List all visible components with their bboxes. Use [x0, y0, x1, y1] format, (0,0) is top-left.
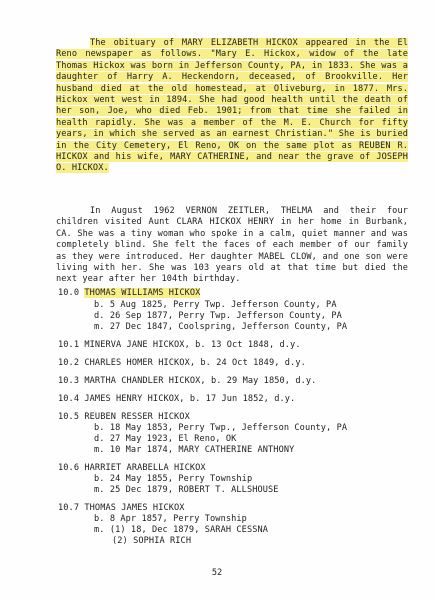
entry-10-2: 10.2 CHARLES HOMER HICKOX, b. 24 Oct 1849, d.y.: [58, 358, 306, 368]
entry-10-6-born: b. 24 May 1855, Perry Township: [94, 474, 253, 484]
entry-10-3: 10.3 MARTHA CHANDLER HICKOX, b. 29 May 1850, d.y.: [58, 376, 317, 386]
entry-10-5-married: m. 10 Mar 1874, MARY CATHERINE ANTHONY: [94, 445, 295, 455]
entry-10-7-heading: 10.7 THOMAS JAMES HICKOX: [58, 503, 185, 513]
entry-10-0-born: b. 5 Aug 1825, Perry Twp. Jefferson County, PA: [94, 300, 337, 310]
entry-10-4: 10.4 JAMES HENRY HICKOX, b. 17 Jun 1852, d.y.: [58, 394, 296, 404]
visit-text: In August 1962 VERNON ZEITLER, THELMA and their four children visited Aunt CLARA HICKOX HENRY in her home in Burbank, CA. She was a tiny woman who spoke in a calm, quiet manner and was completely blind. She felt the faces of each member of our family as they were introduced. Her daughter MABEL CLOW, and one son were living with her. She was 103 years old at that time but died the next year after her 104th birthday.: [56, 206, 408, 285]
entry-10-0-married: m. 27 Dec 1847, Coolspring, Jefferson County, PA: [94, 322, 348, 332]
entry-10-1: 10.1 MINERVA JANE HICKOX, b. 13 Oct 1848, d.y.: [58, 340, 301, 350]
entry-10-7-born: b. 8 Apr 1857, Perry Township: [94, 514, 247, 524]
entry-10-6-heading: 10.6 HARRIET ARABELLA HICKOX: [58, 463, 206, 473]
entry-10-5-died: d. 27 May 1923, El Reno, OK: [94, 434, 237, 444]
entry-heading-10-0: [58, 288, 200, 299]
entry-name-highlighted: THOMAS WILLIAMS HICKOX: [84, 288, 201, 298]
entry-10-5-heading: 10.5 REUBEN RESSER HICKOX: [58, 412, 190, 422]
entry-10-7-married-1: m. (1) 18, Dec 1879, SARAH CESSNA: [94, 525, 269, 535]
entry-10-7-married-2: (2) SOPHIA RICH: [112, 536, 192, 546]
entry-10-6-married: m. 25 Dec 1879, ROBERT T. ALLSHOUSE: [94, 485, 279, 495]
entry-number: 10.0: [58, 288, 80, 298]
entry-10-0-died: d. 26 Sep 1877, Perry Twp. Jefferson County, PA: [94, 311, 342, 321]
obituary-text: The obituary of MARY ELIZABETH HICKOX appeared in the El Reno newspaper as follows. "Mary E. Hickox, widow of the late Thomas Hickox was born in Jefferson County, PA, in 1833. She was a daughter of Harry A. Heckendorn, deceased, of Brookville. Her husband died at the old homestead, at Oliveburg, in 1877. Mrs. Hickox went west in 1894. She had good health until the death of her son, Joe, who died Feb. 1901; from that time she failed in health rapidly. She was a member of the M. E. Church for fifty years, in which she served as an earnest Christian." She is buried in the City Cemetery, El Reno, OK on the same plot as REUBEN R. HICKOX and his wife, MARY CATHERINE, and near the grave of JOSEPH O. HICKOX.: [56, 38, 408, 174]
obituary-paragraph: [56, 38, 408, 175]
page-number: 52: [211, 568, 223, 578]
visit-paragraph: [56, 206, 408, 286]
entry-10-5-born: b. 18 May 1853, Perry Twp., Jefferson County, PA: [94, 423, 348, 433]
